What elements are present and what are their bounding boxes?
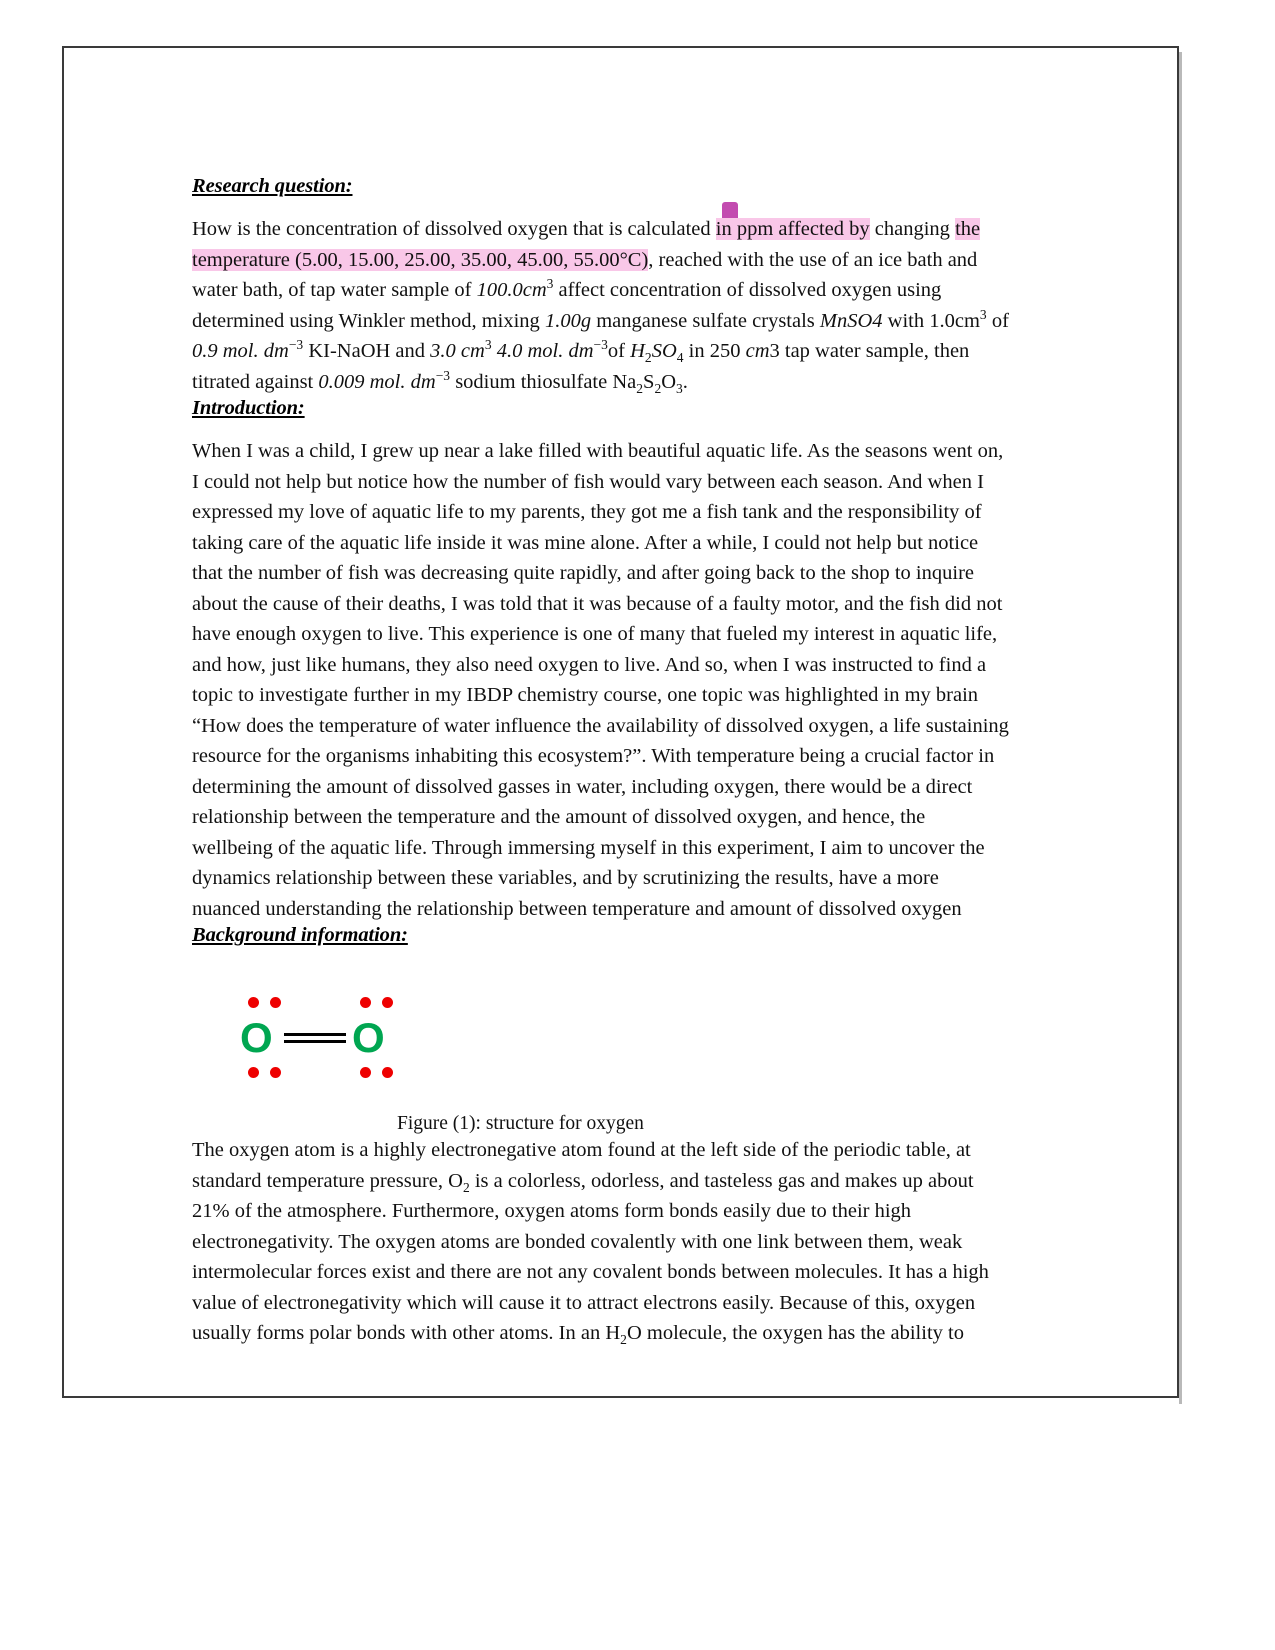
rq-unit-g: g: [580, 309, 592, 332]
rq-sup-3: 3: [546, 276, 554, 292]
rq-formula-o: O: [661, 370, 677, 393]
rq-text-of-h2so4: of: [607, 340, 631, 362]
heading-research-question: Research question:: [192, 175, 353, 197]
electron-dot-icon: [360, 997, 371, 1008]
paragraph-background-oxygen: [192, 1135, 1010, 1349]
rq-text-in250: in 250: [683, 340, 746, 362]
electron-dot-icon: [248, 997, 259, 1008]
rq-formula-h: H: [630, 340, 645, 362]
rq-sup-3b: 3: [979, 306, 987, 322]
rq-sub-na2: 2: [636, 380, 644, 396]
heading-introduction: Introduction:: [192, 397, 305, 419]
rq-text-affect: affect concentration of dissolved oxygen using determined using Winkler method, mixing: [192, 279, 942, 332]
electron-dot-icon: [270, 997, 281, 1008]
rq-sub-s2: 2: [654, 380, 662, 396]
rq-sup-neg3: −3: [288, 337, 304, 353]
rq-sub-o3: 3: [676, 380, 683, 396]
rq-value-conc1: 0.9: [192, 340, 223, 362]
rq-text-kinaoh: KI-NaOH and: [303, 340, 431, 362]
rq-unit-moldm3: mol. dm: [369, 370, 436, 393]
rq-sub-4: 4: [676, 350, 684, 366]
rq-text-pre: How is the concentration of dissolved oxygen that is calculated: [192, 218, 716, 240]
bg-sub-h2o: 2: [620, 1332, 627, 1348]
rq-formula-s: S: [643, 370, 655, 393]
paragraph-research-question: [192, 214, 1010, 397]
rq-text-post: , reached with the use of an ice bath and water bath, of tap water sample of: [192, 248, 978, 301]
page-shadow: [1179, 52, 1182, 1404]
rq-sub-2: 2: [644, 350, 652, 366]
bg-text-post: O molecule, the oxygen has the ability to: [626, 1322, 964, 1344]
rq-text-of: of: [986, 309, 1009, 332]
atom-label-oxygen-left: O: [240, 1014, 273, 1061]
rq-unit-moldm2: mol. dm: [527, 340, 594, 362]
rq-value-vol2: 1.0cm: [929, 309, 980, 332]
double-bond-icon: [284, 1033, 346, 1044]
document-content: [192, 175, 1010, 1349]
rq-value-mass: 1.00: [544, 309, 581, 332]
rq-text-mnso4-pre: manganese sulfate crystals: [591, 309, 820, 332]
rq-unit-cm3c: cm: [745, 340, 770, 362]
rq-highlight-ppm: in ppm affected by: [715, 218, 870, 240]
rq-text-with: with: [882, 309, 930, 332]
lewis-structure-diagram: [234, 993, 414, 1083]
rq-formula-so: SO: [651, 340, 677, 362]
rq-sup-neg3c: −3: [435, 367, 451, 383]
rq-value-vol3: 3.0: [430, 340, 461, 362]
heading-background-information: Background information:: [192, 924, 408, 946]
electron-dot-icon: [382, 1067, 393, 1078]
rq-sup-neg3b: −3: [593, 337, 608, 353]
figure-oxygen-lewis-structure: [192, 993, 1010, 1135]
bond-line-upper: [284, 1033, 346, 1036]
electron-dot-icon: [360, 1067, 371, 1078]
atom-label-oxygen-right: O: [352, 1014, 385, 1061]
bond-line-lower: [284, 1040, 346, 1043]
electron-dot-icon: [270, 1067, 281, 1078]
rq-unit-cm3b: cm: [460, 340, 485, 362]
paragraph-introduction: When I was a child, I grew up near a lake filled with beautiful aquatic life. As the seasons went on, I could not help but notice how the number of fish would vary between each season. And when I expressed my love of aquatic life to my parents, they got me a fish tank and the responsibility of taking care of the aquatic life inside it was mine alone. After a while, I could not help but notice that the number of fish was decreasing quite rapidly, and after going back to the shop to inquire about the cause of their deaths, I was told that it was because of a faulty motor, and the fish did not have enough oxygen to live. This experience is one of many that fueled my interest in aquatic life, and how, just like humans, they also need oxygen to live. And so, when I was instructed to find a topic to investigate further in my IBDP chemistry course, one topic was highlighted in my brain “How does the temperature of water influence the availability of dissolved oxygen, a life sustaining resource for the organisms inhabiting this ecosystem?”. With temperature being a crucial factor in determining the amount of dissolved gasses in water, including oxygen, there would be a direct relationship between the temperature and the amount of dissolved oxygen, and hence, the wellbeing of the aquatic life. Through immersing myself in this experiment, I aim to uncover the dynamics relationship between these variables, and by scrutinizing the results, have a more nuanced understanding the relationship between temperature and amount of dissolved oxygen: [192, 440, 1009, 920]
rq-text-period: .: [682, 370, 688, 393]
electron-dot-icon: [248, 1067, 259, 1078]
rq-text-3tap: 3 tap water sample, then titrated against: [192, 340, 970, 393]
rq-sup-3c: 3: [484, 337, 492, 353]
rq-unit-cm: cm: [522, 279, 547, 301]
rq-value-thio: 0.009: [318, 370, 370, 393]
rq-highlight-temperature: the temperature (5.00, 15.00, 25.00, 35.00, 45.00, 55.00°C): [192, 218, 981, 271]
rq-value-volume: 100.0: [476, 279, 523, 301]
rq-text-sodium: sodium thiosulfate Na: [450, 370, 637, 393]
bg-text-pre: The oxygen atom is a highly electronegative atom found at the left side of the periodic table, at standard temperature pressure, O: [192, 1139, 971, 1192]
electron-dot-icon: [382, 997, 393, 1008]
rq-value-conc2: 4.0: [496, 340, 528, 362]
bg-text-mid: is a colorless, odorless, and tasteless gas and makes up about 21% of the atmosphere. Furthermore, oxygen atoms form bonds easily due to their high electronegativity. The oxygen atoms are bonded covalently with one link between them, weak intermolecular forces exist and there are not any covalent bonds between molecules. It has a high value of electronegativity which will cause it to attract electrons easily. Because of this, oxygen usually forms polar bonds with other atoms. In an H: [192, 1169, 989, 1344]
figure-caption: Figure (1): structure for oxygen: [397, 1113, 644, 1134]
rq-text-mid: changing: [869, 218, 956, 240]
bg-sub-o2: 2: [462, 1179, 470, 1195]
rq-unit-moldm: mol. dm: [222, 340, 289, 362]
rq-formula-mnso4: MnSO4: [819, 309, 883, 332]
